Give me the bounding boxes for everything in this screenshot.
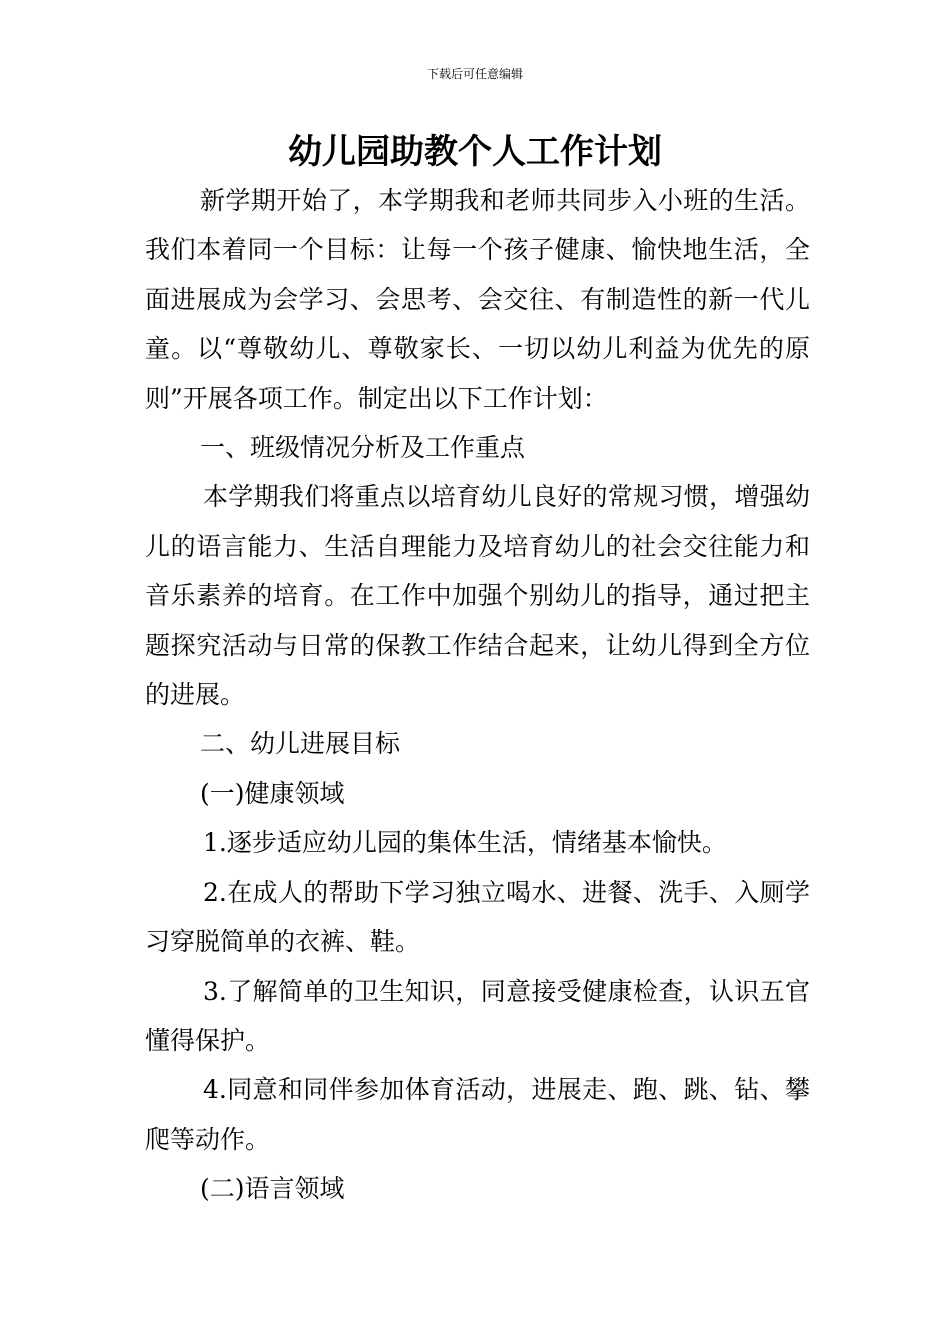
header-note: 下载后可任意编辑 bbox=[426, 67, 523, 81]
list-item-health-4: 4.同意和同伴参加体育活动，进展走、跑、跳、钻、攀爬等动作。 bbox=[145, 1075, 810, 1154]
section-heading-development-goals: 二、幼儿进展目标 bbox=[200, 729, 401, 759]
document-title: 幼儿园助教个人工作计划 bbox=[288, 132, 662, 172]
paragraph-work-focus: 本学期我们将重点以培育幼儿良好的常规习惯，增强幼儿的语言能力、生活自理能力及培育幼儿的社会交往能力和音乐素养的培育。在工作中加强个别幼儿的指导，通过把主题探究活动与日常的保教工作结合起来，让幼儿得到全方位的进展。 bbox=[145, 482, 810, 710]
paragraph-intro: 新学期开始了，本学期我和老师共同步入小班的生活。我们本着同一个目标：让每一个孩子健康、愉快地生活，全面进展成为会学习、会思考、会交往、有制造性的新一代儿童。以“尊敬幼儿、尊敬家长、一切以幼儿利益为优先的原则”开展各项工作。制定出以下工作计划： bbox=[145, 186, 810, 413]
list-item-health-1: 1.逐步适应幼儿园的集体生活，情绪基本愉快。 bbox=[203, 828, 727, 858]
list-item-health-3: 3.了解简单的卫生知识，同意接受健康检查，认识五官懂得保护。 bbox=[145, 976, 810, 1055]
list-item-health-2: 2.在成人的帮助下学习独立喝水、进餐、洗手、入厕学习穿脱简单的衣裤、鞋。 bbox=[145, 877, 810, 957]
section-heading-class-analysis: 一、班级情况分析及工作重点 bbox=[200, 433, 526, 463]
subsection-heading-health: (一)健康领域 bbox=[200, 778, 345, 808]
document-body bbox=[145, 176, 810, 1214]
subsection-heading-language: (二)语言领域 bbox=[200, 1174, 345, 1204]
